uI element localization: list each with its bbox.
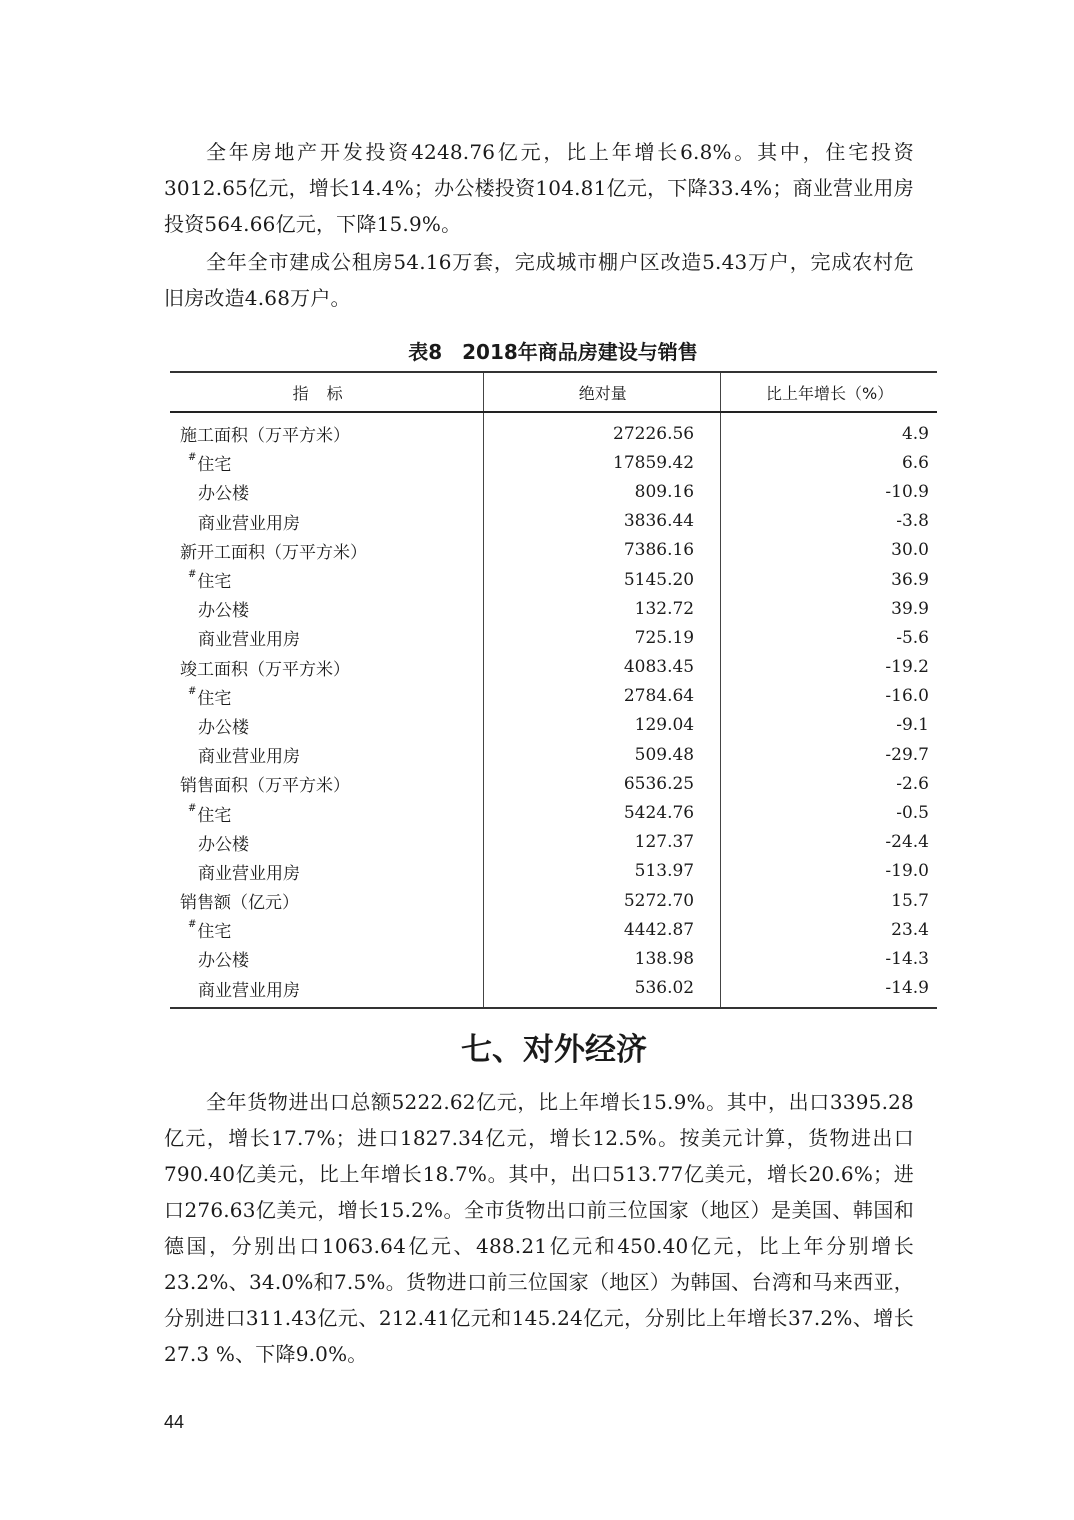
row-value: 509.48 bbox=[484, 740, 721, 769]
row-value: 7386.16 bbox=[484, 536, 721, 565]
row-label-text: 办公楼 bbox=[198, 951, 249, 972]
row-growth: -16.0 bbox=[721, 682, 937, 711]
row-label bbox=[170, 477, 484, 506]
row-growth: -10.9 bbox=[721, 477, 937, 506]
sub-item-marker: # bbox=[188, 569, 197, 581]
row-growth: -2.6 bbox=[721, 769, 937, 798]
sub-item-marker: # bbox=[188, 452, 197, 464]
row-value: 3836.44 bbox=[484, 507, 721, 536]
row-label bbox=[170, 857, 484, 886]
row-label-text: 住宅 bbox=[197, 688, 232, 709]
table-row bbox=[170, 565, 937, 594]
sub-item-marker: # bbox=[188, 685, 197, 697]
paragraph-real-estate-investment: 全年房地产开发投资4248.76亿元，比上年增长6.8%。其中，住宅投资3012.65亿元，增长14.4%；办公楼投资104.81亿元，下降33.4%；商业营业用房投资564.66亿元，下降15.9%。 bbox=[164, 140, 914, 236]
row-label bbox=[170, 915, 484, 944]
table-row bbox=[170, 974, 937, 1008]
row-value: 809.16 bbox=[484, 477, 721, 506]
paragraph-public-housing: 全年全市建成公租房54.16万套，完成城市棚户区改造5.43万户，完成农村危旧房改造4.68万户。 bbox=[164, 250, 914, 310]
paragraph-foreign-trade: 全年货物进出口总额5222.62亿元，比上年增长15.9%。其中，出口3395.28亿元，增长17.7%；进口1827.34亿元，增长12.5%。按美元计算，货物进出口790.40亿美元，比上年增长18.7%。其中，出口513.77亿美元，增长20.6%；进口276.63亿美元，增长15.2%。全市货物出口前三位国家（地区）是美国、韩国和德国，分别出口1063.64亿元、488.21亿元和450.40亿元，比上年分别增长23.2%、34.0%和7.5%。货物进口前三位国家（地区）为韩国、台湾和马来西亚，分别进口311.43亿元、212.41亿元和145.24亿元，分别比上年增长37.2%、增长27.3 %、下降9.0%。 bbox=[164, 1090, 914, 1366]
row-label bbox=[170, 886, 484, 915]
row-label bbox=[170, 653, 484, 682]
row-label-text: 住宅 bbox=[197, 455, 232, 476]
row-label-text: 商业营业用房 bbox=[198, 980, 300, 1001]
row-label-text: 商业营业用房 bbox=[198, 863, 300, 884]
row-label-text: 销售面积（万平方米） bbox=[180, 776, 350, 797]
table-row bbox=[170, 915, 937, 944]
row-value: 5424.76 bbox=[484, 798, 721, 827]
row-value: 5145.20 bbox=[484, 565, 721, 594]
table-row bbox=[170, 536, 937, 565]
row-label-text: 施工面积（万平方米） bbox=[180, 426, 350, 447]
row-growth: -14.3 bbox=[721, 944, 937, 973]
row-label bbox=[170, 623, 484, 652]
row-value: 138.98 bbox=[484, 944, 721, 973]
row-label-text: 办公楼 bbox=[198, 834, 249, 855]
row-label bbox=[170, 565, 484, 594]
header-indicator: 指标 bbox=[170, 372, 484, 412]
row-label bbox=[170, 711, 484, 740]
row-growth: -19.0 bbox=[721, 857, 937, 886]
table-row bbox=[170, 828, 937, 857]
row-growth: -0.5 bbox=[721, 798, 937, 827]
row-value: 5272.70 bbox=[484, 886, 721, 915]
row-label bbox=[170, 594, 484, 623]
row-growth: 15.7 bbox=[721, 886, 937, 915]
row-growth: -19.2 bbox=[721, 653, 937, 682]
row-label bbox=[170, 682, 484, 711]
row-label bbox=[170, 536, 484, 565]
table-row bbox=[170, 412, 937, 448]
table-row bbox=[170, 711, 937, 740]
header-growth: 比上年增长（%） bbox=[721, 372, 937, 412]
row-value: 513.97 bbox=[484, 857, 721, 886]
row-value: 4083.45 bbox=[484, 653, 721, 682]
row-growth: 6.6 bbox=[721, 448, 937, 477]
section-title: 七、对外经济 bbox=[461, 1032, 647, 1068]
row-growth: 36.9 bbox=[721, 565, 937, 594]
table-row bbox=[170, 623, 937, 652]
table-row bbox=[170, 653, 937, 682]
row-value: 129.04 bbox=[484, 711, 721, 740]
row-label bbox=[170, 798, 484, 827]
row-growth: -24.4 bbox=[721, 828, 937, 857]
row-value: 6536.25 bbox=[484, 769, 721, 798]
row-growth: 4.9 bbox=[721, 412, 937, 448]
row-value: 127.37 bbox=[484, 828, 721, 857]
row-label-text: 办公楼 bbox=[198, 484, 249, 505]
row-label bbox=[170, 828, 484, 857]
row-growth: 30.0 bbox=[721, 536, 937, 565]
table-row bbox=[170, 857, 937, 886]
row-label bbox=[170, 412, 484, 448]
row-value: 17859.42 bbox=[484, 448, 721, 477]
row-label-text: 住宅 bbox=[197, 805, 232, 826]
table-row bbox=[170, 477, 937, 506]
page-number: 44 bbox=[164, 1412, 185, 1432]
sub-item-marker: # bbox=[188, 919, 197, 931]
header-absolute-value: 绝对量 bbox=[484, 372, 721, 412]
row-label-text: 办公楼 bbox=[198, 717, 249, 738]
sub-item-marker: # bbox=[188, 802, 197, 814]
row-label bbox=[170, 740, 484, 769]
row-label-text: 住宅 bbox=[197, 922, 232, 943]
table-row bbox=[170, 507, 937, 536]
row-label bbox=[170, 769, 484, 798]
row-label bbox=[170, 974, 484, 1008]
table-row bbox=[170, 740, 937, 769]
row-value: 27226.56 bbox=[484, 412, 721, 448]
row-label-text: 办公楼 bbox=[198, 601, 249, 622]
table-row bbox=[170, 594, 937, 623]
row-label bbox=[170, 507, 484, 536]
row-growth: 23.4 bbox=[721, 915, 937, 944]
row-label-text: 住宅 bbox=[197, 572, 232, 593]
row-growth: -14.9 bbox=[721, 974, 937, 1008]
row-growth: -3.8 bbox=[721, 507, 937, 536]
row-growth: -9.1 bbox=[721, 711, 937, 740]
row-value: 2784.64 bbox=[484, 682, 721, 711]
row-label-text: 竣工面积（万平方米） bbox=[180, 659, 350, 680]
housing-table bbox=[170, 371, 937, 1009]
row-label-text: 商业营业用房 bbox=[198, 513, 300, 534]
row-growth: -5.6 bbox=[721, 623, 937, 652]
table-caption: 表8 2018年商品房建设与销售 bbox=[408, 340, 698, 364]
row-value: 536.02 bbox=[484, 974, 721, 1008]
table-row bbox=[170, 798, 937, 827]
table-row bbox=[170, 682, 937, 711]
row-value: 725.19 bbox=[484, 623, 721, 652]
row-value: 132.72 bbox=[484, 594, 721, 623]
row-value: 4442.87 bbox=[484, 915, 721, 944]
row-label bbox=[170, 944, 484, 973]
row-label-text: 新开工面积（万平方米） bbox=[180, 542, 367, 563]
table-row bbox=[170, 448, 937, 477]
row-label bbox=[170, 448, 484, 477]
table-row bbox=[170, 769, 937, 798]
table-header-row bbox=[170, 372, 937, 412]
row-label-text: 商业营业用房 bbox=[198, 630, 300, 651]
row-label-text: 商业营业用房 bbox=[198, 747, 300, 768]
table-row bbox=[170, 944, 937, 973]
row-label-text: 销售额（亿元） bbox=[180, 893, 299, 914]
row-growth: -29.7 bbox=[721, 740, 937, 769]
row-growth: 39.9 bbox=[721, 594, 937, 623]
table-row bbox=[170, 886, 937, 915]
